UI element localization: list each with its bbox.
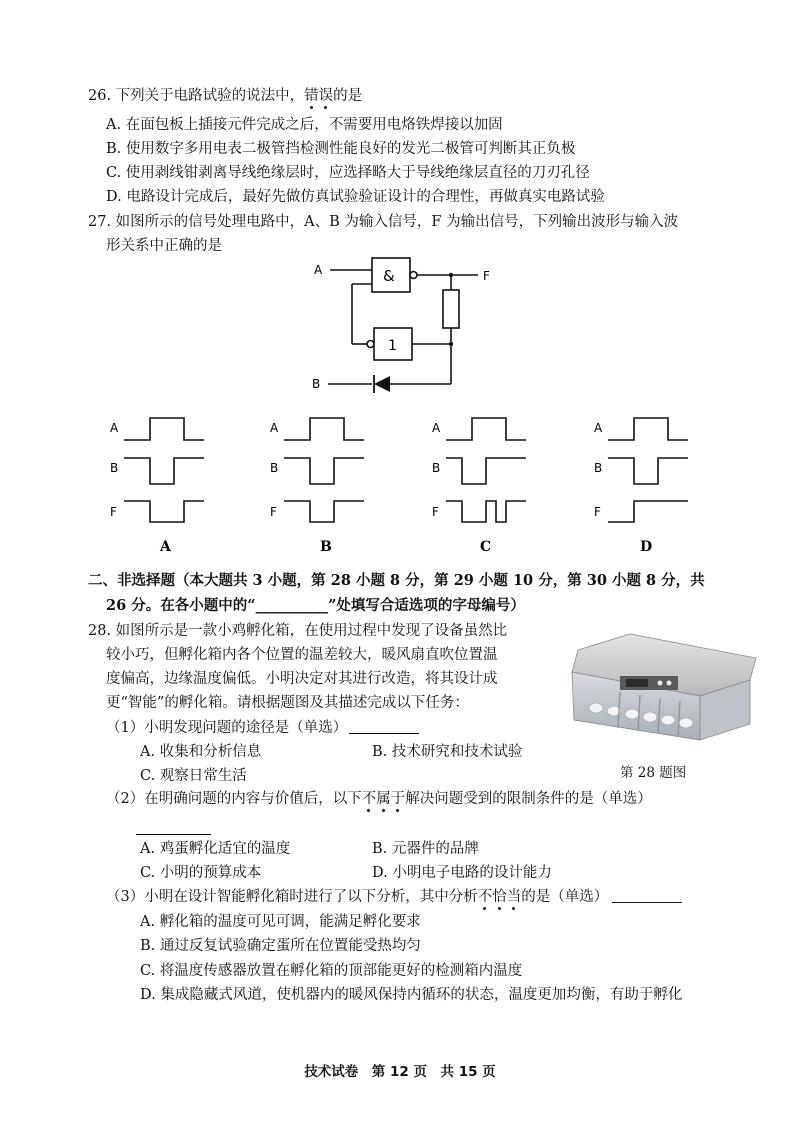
section2-heading-line2: 26 分。在各小题中的“__________”处填写合适选项的字母编号） [106,597,525,614]
waveform-a-label-f: F [110,505,117,519]
q27-waveform-options [0,0,800,560]
q28-s2-option-a: A. 鸡蛋孵化适宜的温度 [140,841,291,857]
q26-option-c: C. 使用剥线钳剥离导线绝缘层时，应选择略大于导线绝缘层直径的刀刃孔径 [106,165,590,181]
waveform-option-d: D [640,539,653,555]
waveform-c-label-b: B [432,461,441,475]
waveform-b-label-b: B [270,461,279,475]
waveform-option-b: B [320,539,332,555]
waveform-d-label-f: F [594,505,601,519]
q26-option-b: B. 使用数字多用电表二极管挡检测性能良好的发光二极管可判断其正负极 [106,141,576,157]
q28-s2-option-d: D. 小明电子电路的设计能力 [372,865,552,881]
waveform-option-c: C [480,539,492,555]
page-footer: 技术试卷 第 12 页 共 15 页 [304,1064,496,1080]
q28-s1-answer-blank[interactable] [349,719,419,734]
q28-s2-option-c: C. 小明的预算成本 [140,865,262,881]
q28-s2-option-b: B. 元器件的品牌 [372,841,479,857]
waveform-d-label-b: B [594,461,603,475]
q26-stem: 26. 下列关于电路试验的说法中，错误的是 [88,88,363,104]
section2-heading-line1: 二、非选择题（本大题共 3 小题，第 28 小题 8 分，第 29 小题 10 分，第 30 小题 8 分，共 [88,572,705,589]
q28-s3-stem: （3）小明在设计智能孵化箱时进行了以下分析，其中分析不恰当的是（单选） [106,887,682,907]
waveform-c-label-f: F [432,505,439,519]
and-gate-symbol: & [383,267,395,285]
q28-para-line3: 度偏高，边缘温度偏低。小明决定对其进行改造，将其设计成 [106,671,498,687]
q28-para-line1: 28. 如图所示是一款小鸡孵化箱，在使用过程中发现了设备虽然比 [88,623,508,639]
waveform-a-label-a: A [110,421,119,435]
q28-s2-stem: （2）在明确问题的内容与价值后，以下不属于解决问题受到的限制条件的是（单选） [106,791,652,807]
waveform-b-label-a: A [270,421,279,435]
waveform-a-label-b: B [110,461,119,475]
q27-stem-line1: 27. 如图所示的信号处理电路中，A、B 为输入信号，F 为输出信号，下列输出波形与输入波 [88,214,679,230]
q28-s3-option-c: C. 将温度传感器放置在孵化箱的顶部能更好的检测箱内温度 [140,963,523,979]
circuit-label-f: F [483,269,490,283]
waveform-d-label-a: A [594,421,603,435]
waveform-option-a: A [160,539,171,555]
q28-s1-option-a: A. 收集和分析信息 [140,744,262,760]
q26-option-a: A. 在面包板上插接元件完成之后，不需要用电烙铁焊接以加固 [106,117,503,133]
q28-s1-option-c: C. 观察日常生活 [140,768,247,784]
q28-s3-answer-blank[interactable] [612,888,682,903]
q28-s2-answer-blank[interactable] [136,820,211,835]
q28-s1-stem: （1）小明发现问题的途径是（单选） [106,718,419,738]
not-gate-symbol: 1 [388,338,397,354]
q28-para-line2: 较小巧，但孵化箱内各个位置的温差较大，暖风扇直吹位置温 [106,647,498,663]
waveform-c-label-a: A [432,421,441,435]
incubator-image [560,628,765,753]
q28-s3-option-a: A. 孵化箱的温度可见可调，能满足孵化要求 [140,914,421,930]
circuit-label-a: A [314,263,323,277]
q28-s1-option-b: B. 技术研究和技术试验 [372,744,523,760]
q28-s3-option-b: B. 通过反复试验确定蛋所在位置能受热均匀 [140,938,421,954]
q26-option-d: D. 电路设计完成后，最好先做仿真试验验证设计的合理性，再做真实电路试验 [106,189,605,205]
circuit-label-b: B [312,377,321,391]
q27-stem-line2: 形关系中正确的是 [106,238,222,254]
waveform-b-label-f: F [270,505,277,519]
q28-s3-option-d: D. 集成隐藏式风道，使机器内的暖风保持内循环的状态，温度更加均衡，有助于孵化 [140,987,683,1003]
q28-figure-caption: 第 28 题图 [620,765,687,781]
q28-para-line4: 更“智能”的孵化箱。请根据题图及其描述完成以下任务： [106,695,469,711]
